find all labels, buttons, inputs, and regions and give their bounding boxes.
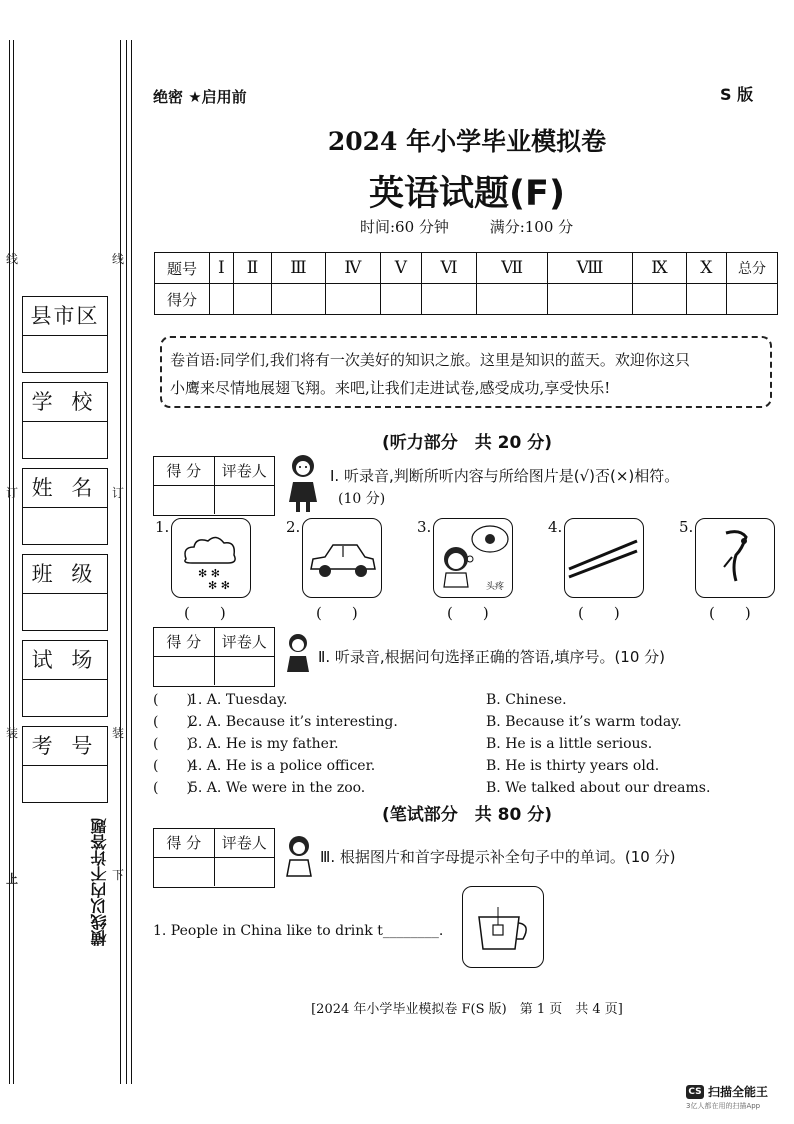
girl-cartoon-icon (283, 632, 313, 676)
grader-score-label: 得 分 (166, 834, 202, 852)
score-cell[interactable] (272, 284, 325, 315)
scanner-tagline: 3亿人都在用的扫描App (686, 1102, 761, 1110)
cloud-snow-icon (172, 519, 250, 597)
line-label: 线 (6, 252, 19, 266)
binding-note: 横线以内不许答题 (90, 818, 109, 946)
picture-box (171, 518, 251, 598)
table-header-cell: Ⅴ (380, 253, 421, 284)
field-label: 考 号 (23, 727, 107, 766)
answer-paren[interactable]: ( ) (316, 604, 358, 622)
q2-item (153, 777, 773, 797)
table-header-cell: Ⅹ (686, 253, 726, 284)
q2-item (153, 711, 773, 731)
field-exam-room (22, 640, 108, 717)
q2-item (153, 733, 773, 753)
grader-score-cell[interactable] (154, 486, 214, 514)
answer-paren[interactable]: ( ) (578, 604, 620, 622)
score-cell[interactable] (727, 284, 778, 315)
answer-paren[interactable]: ( ) (447, 604, 489, 622)
line-label: 上 (6, 872, 19, 886)
table-header-cell: 得分 (155, 284, 210, 315)
exam-meta (360, 216, 609, 237)
picture-box (302, 518, 382, 598)
grader-name-label: 评卷人 (214, 457, 275, 485)
picture-caption: 头疼 (486, 582, 505, 592)
confidential-label: 绝密 ★启用前 (153, 88, 247, 106)
grader-name-label: 评卷人 (214, 628, 275, 656)
option-b: B. He is a little serious. (486, 736, 653, 752)
picture-number: 2. (286, 518, 301, 536)
option-b: B. We talked about our dreams. (486, 780, 711, 796)
answer-paren[interactable]: ( ) (709, 604, 751, 622)
answer-paren[interactable]: ( ) (153, 692, 192, 708)
table-header-cell: Ⅸ (633, 253, 686, 284)
grader-score-cell[interactable] (154, 858, 214, 886)
table-header-cell: Ⅵ (421, 253, 477, 284)
q2-title: Ⅱ. 听录音,根据问句选择正确的答语,填序号。(10 分) (318, 648, 666, 666)
option-a: 1. A. Tuesday. (189, 692, 288, 708)
field-class (22, 554, 108, 631)
field-label: 姓 名 (23, 469, 107, 508)
q2-item (153, 755, 773, 775)
intro-line: 小鹰来尽情地展翅飞翔。来吧,让我们走进试卷,感受成功,享受快乐! (170, 379, 611, 397)
field-blank[interactable] (23, 508, 107, 544)
subject-title: 英语试题(F) (369, 174, 565, 214)
q3-item-1: 1. People in China like to drink t________. (153, 923, 444, 939)
grader-box (153, 456, 275, 516)
option-b: B. Chinese. (486, 692, 567, 708)
score-cell[interactable] (421, 284, 477, 315)
field-blank[interactable] (23, 766, 107, 802)
answer-paren[interactable]: ( ) (153, 714, 192, 730)
field-label: 学 校 (23, 383, 107, 422)
field-label: 县市区 (23, 297, 107, 336)
line-label: 下 (112, 868, 125, 882)
score-table (154, 252, 778, 315)
field-blank[interactable] (23, 336, 107, 372)
grader-score-label: 得 分 (166, 462, 202, 480)
table-header-cell: Ⅷ (547, 253, 632, 284)
boy-cartoon-icon (282, 834, 316, 880)
field-blank[interactable] (23, 680, 107, 716)
exam-full-score: 满分:100 分 (489, 218, 574, 236)
exam-title: 2024 年小学毕业模拟卷 (327, 127, 607, 156)
grader-name-label: 评卷人 (214, 829, 275, 857)
option-a: 3. A. He is my father. (189, 736, 339, 752)
table-row (155, 253, 778, 284)
version-label: S 版 (720, 85, 754, 104)
table-header-cell: Ⅳ (325, 253, 380, 284)
car-icon (303, 519, 381, 597)
grader-name-cell[interactable] (214, 858, 275, 886)
table-header-cell: Ⅰ (210, 253, 234, 284)
field-label: 班 级 (23, 555, 107, 594)
line-label: 订 (6, 486, 19, 500)
tea-cup-icon (463, 887, 543, 967)
intro-line: 卷首语:同学们,我们将有一次美好的知识之旅。这里是知识的蓝天。欢迎你这只 (170, 351, 690, 369)
option-a: 5. A. We were in the zoo. (189, 780, 366, 796)
table-row (155, 284, 778, 315)
score-cell[interactable] (380, 284, 421, 315)
scanner-logo-icon: CS (686, 1085, 704, 1099)
field-exam-number (22, 726, 108, 803)
intro-box (160, 336, 772, 408)
option-b: B. He is thirty years old. (486, 758, 660, 774)
option-a: 2. A. Because it’s interesting. (189, 714, 398, 730)
picture-number: 5. (679, 518, 694, 536)
grader-score-label: 得 分 (166, 633, 202, 651)
line-label: 装 (112, 726, 125, 740)
field-county (22, 296, 108, 373)
scanner-watermark (686, 1081, 769, 1110)
line-label: 装 (6, 726, 19, 740)
svg-text:✻ ✻: ✻ ✻ (208, 579, 230, 592)
chopsticks-icon (565, 519, 643, 597)
picture-box (462, 886, 544, 968)
option-b: B. Because it’s warm today. (486, 714, 682, 730)
score-cell[interactable] (325, 284, 380, 315)
table-header-cell: 题号 (155, 253, 210, 284)
picture-number: 4. (548, 518, 563, 536)
grader-box (153, 828, 275, 888)
table-header-cell: Ⅲ (272, 253, 325, 284)
picture-box (433, 518, 513, 598)
field-name (22, 468, 108, 545)
q1-title: Ⅰ. 听录音,判断所听内容与所给图片是(√)否(×)相符。 (330, 467, 680, 485)
line-label: 线 (112, 252, 125, 266)
field-label: 试 场 (23, 641, 107, 680)
table-header-cell: 总分 (727, 253, 778, 284)
q2-item (153, 689, 773, 709)
scanner-name: 扫描全能王 (708, 1085, 769, 1099)
svg-text:✻ ✻: ✻ ✻ (198, 567, 220, 580)
swimmer-icon (696, 519, 774, 597)
picture-number: 1. (155, 518, 170, 536)
section-title-writing: (笔试部分 共 80 分) (381, 805, 553, 825)
answer-paren[interactable]: ( ) (153, 758, 192, 774)
q3-title: Ⅲ. 根据图片和首字母提示补全句子中的单词。(10 分) (320, 848, 676, 866)
section-title-listening: (听力部分 共 20 分) (381, 433, 553, 453)
score-cell[interactable] (686, 284, 726, 315)
field-blank[interactable] (23, 594, 107, 630)
line-label: 订 (112, 486, 125, 500)
grader-name-cell[interactable] (214, 657, 275, 685)
grader-score-cell[interactable] (154, 657, 214, 685)
score-cell[interactable] (210, 284, 234, 315)
table-header-cell: Ⅱ (233, 253, 272, 284)
score-cell[interactable] (477, 284, 548, 315)
score-cell[interactable] (233, 284, 272, 315)
grader-box (153, 627, 275, 687)
option-a: 4. A. He is a police officer. (189, 758, 376, 774)
exam-time: 时间:60 分钟 (360, 218, 449, 236)
picture-box (564, 518, 644, 598)
score-cell[interactable] (547, 284, 632, 315)
answer-paren[interactable]: ( ) (153, 736, 192, 752)
grader-name-cell[interactable] (214, 486, 275, 514)
q1-points: (10 分) (338, 491, 386, 507)
girl-cartoon-icon (283, 452, 323, 514)
table-header-cell: Ⅶ (477, 253, 548, 284)
page-footer: [2024 年小学毕业模拟卷 F(S 版) 第 1 页 共 4 页] (311, 1002, 623, 1017)
picture-number: 3. (417, 518, 432, 536)
picture-box (695, 518, 775, 598)
answer-paren[interactable]: ( ) (184, 604, 226, 622)
answer-paren[interactable]: ( ) (153, 780, 192, 796)
score-cell[interactable] (633, 284, 686, 315)
